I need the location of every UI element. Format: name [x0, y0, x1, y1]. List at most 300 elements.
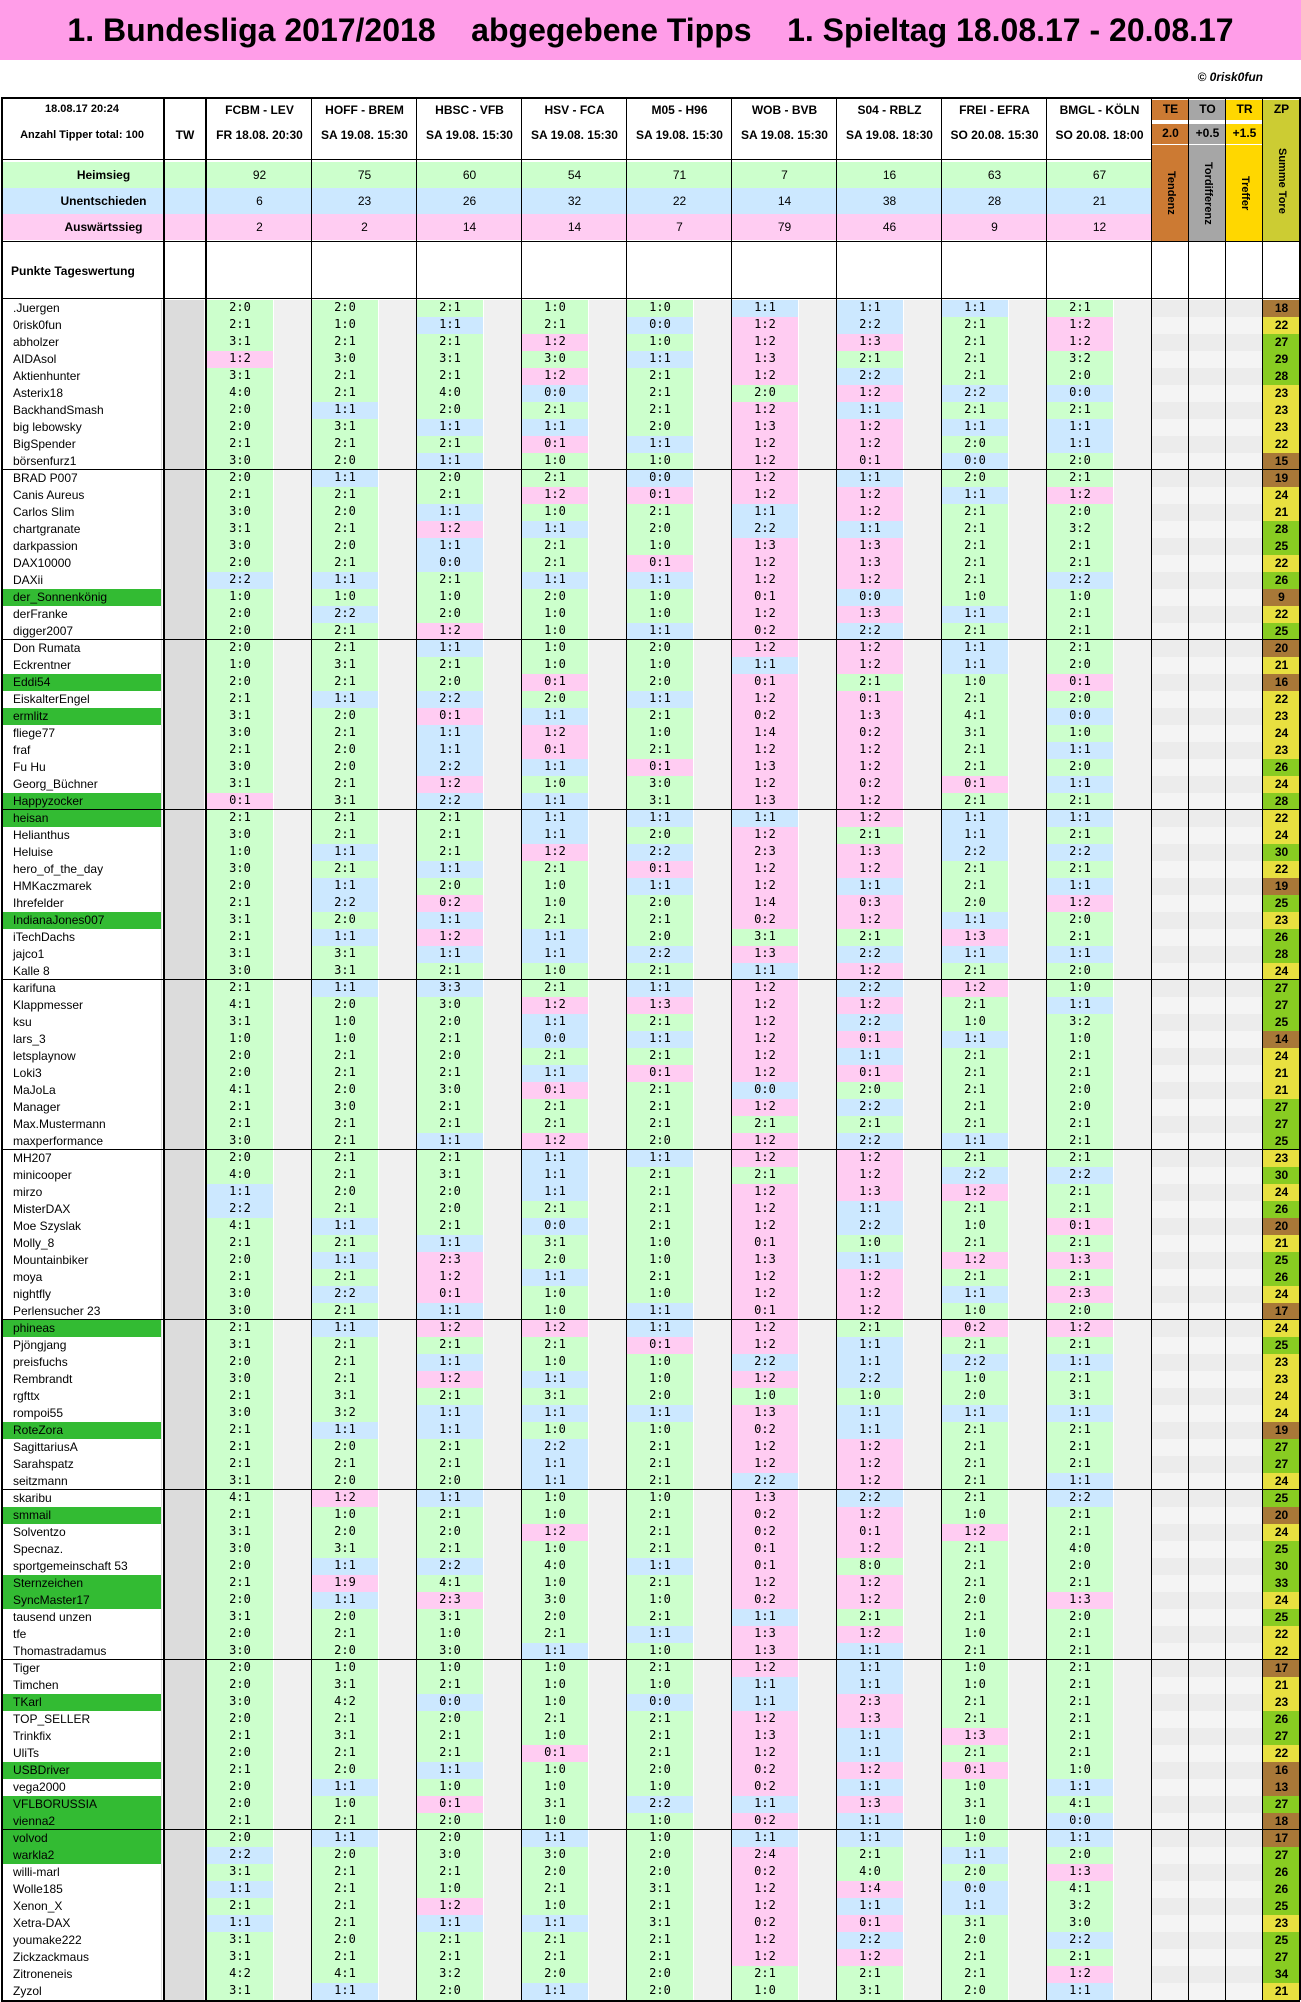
tip-cell: 1:0: [837, 1388, 904, 1405]
points-cell: [589, 793, 627, 810]
points-cell: [274, 1762, 312, 1779]
draw-count: 38: [837, 188, 942, 214]
points-cell: [904, 640, 942, 657]
points-cell: [799, 1456, 837, 1473]
points-cell: [274, 1354, 312, 1371]
tip-cell: 1:3: [732, 1405, 799, 1422]
tip-cell: 2:1: [1047, 1269, 1114, 1286]
match-teams: S04 - RBLZ: [857, 103, 922, 117]
tipper-name: .Juergen: [2, 300, 162, 317]
tip-cell: 2:0: [627, 1388, 694, 1405]
points-cell: [799, 997, 837, 1014]
points-cell: [1009, 1949, 1047, 1966]
points-cell: [1009, 1864, 1047, 1881]
points-cell: [799, 1779, 837, 1796]
tip-cell: 1:2: [732, 691, 799, 708]
tip-cell: 0:0: [417, 555, 484, 572]
home-win-count: 71: [627, 162, 732, 188]
tip-cell: 1:2: [837, 810, 904, 827]
scoring-cells: [1152, 1864, 1263, 1881]
tw-cell: [165, 1235, 205, 1252]
scoring-cells: [1152, 1269, 1263, 1286]
tip-cell: 0:1: [732, 674, 799, 691]
points-cell: [799, 402, 837, 419]
tipper-name: Zitroneneis: [2, 1966, 162, 1983]
tip-cell: 2:1: [207, 742, 274, 759]
points-cell: [484, 776, 522, 793]
points-cell: [379, 793, 417, 810]
tip-cell: 2:3: [732, 844, 799, 861]
points-cell: [799, 929, 837, 946]
points-cell: [1114, 708, 1152, 725]
points-cell: [799, 436, 837, 453]
tip-cell: 2:1: [522, 912, 589, 929]
scoring-cells: [1152, 521, 1263, 538]
tip-cell: 2:0: [1047, 759, 1114, 776]
tip-cell: 4:0: [522, 1558, 589, 1575]
scoring-cells: [1152, 1592, 1263, 1609]
column-divider: [626, 97, 627, 2000]
points-cell: [379, 725, 417, 742]
points-cell: [1009, 1643, 1047, 1660]
total-points: 27: [1263, 1847, 1300, 1864]
tip-cell: 1:2: [417, 776, 484, 793]
points-cell: [589, 1609, 627, 1626]
tipper-name: jajco1: [2, 946, 162, 963]
points-cell: [484, 1558, 522, 1575]
tip-cell: 1:2: [837, 997, 904, 1014]
total-points: 19: [1263, 878, 1300, 895]
tip-cell: 2:0: [627, 640, 694, 657]
tip-cell: 2:0: [312, 1609, 379, 1626]
tipper-name: IndianaJones007: [2, 912, 162, 929]
zp-header: ZP: [1263, 100, 1300, 120]
tip-cell: 1:0: [1047, 589, 1114, 606]
tw-cell: [165, 1456, 205, 1473]
points-cell: [379, 300, 417, 317]
points-cell: [484, 1779, 522, 1796]
tip-cell: 2:1: [312, 436, 379, 453]
tip-cell: 3:1: [942, 1915, 1009, 1932]
points-cell: [1009, 912, 1047, 929]
tip-cell: 1:2: [732, 1218, 799, 1235]
tip-cell: 2:1: [312, 1116, 379, 1133]
tip-cell: 1:1: [942, 810, 1009, 827]
points-cell: [589, 1881, 627, 1898]
points-cell: [274, 1320, 312, 1337]
points-cell: [379, 997, 417, 1014]
points-cell: [694, 1337, 732, 1354]
tip-cell: 1:2: [732, 640, 799, 657]
tip-cell: 2:0: [1047, 912, 1114, 929]
points-cell: [484, 1269, 522, 1286]
tipper-name: sportgemeinschaft 53: [2, 1558, 162, 1575]
tip-cell: 2:1: [1047, 1507, 1114, 1524]
tip-cell: 1:2: [732, 368, 799, 385]
points-cell: [379, 1524, 417, 1541]
tip-cell: 2:1: [627, 1456, 694, 1473]
points-cell: [589, 504, 627, 521]
tw-cell: [165, 334, 205, 351]
tip-cell: 3:1: [942, 725, 1009, 742]
points-cell: [379, 351, 417, 368]
total-points: 28: [1263, 793, 1300, 810]
tip-cell: 2:2: [312, 606, 379, 623]
tipper-name: heisan: [2, 810, 162, 827]
tip-cell: 1:2: [522, 1524, 589, 1541]
points-cell: [904, 1898, 942, 1915]
row-divider: [1, 159, 1152, 160]
points-cell: [379, 1728, 417, 1745]
points-cell: [904, 1286, 942, 1303]
points-cell: [1009, 1371, 1047, 1388]
tip-cell: 1:1: [732, 300, 799, 317]
points-cell: [589, 1065, 627, 1082]
points-cell: [484, 1830, 522, 1847]
tip-cell: 1:3: [942, 1728, 1009, 1745]
scoring-cells: [1152, 640, 1263, 657]
points-cell: [1114, 1456, 1152, 1473]
tip-cell: 1:1: [732, 657, 799, 674]
tip-cell: 2:1: [942, 691, 1009, 708]
tip-cell: 1:2: [522, 844, 589, 861]
home-win-label: Heimsieg: [2, 162, 205, 188]
points-cell: [484, 1133, 522, 1150]
points-cell: [1114, 623, 1152, 640]
points-cell: [484, 1337, 522, 1354]
points-cell: [799, 1575, 837, 1592]
tip-cell: 1:1: [627, 1303, 694, 1320]
tip-cell: 1:1: [312, 1252, 379, 1269]
tip-cell: 0:2: [732, 623, 799, 640]
tw-cell: [165, 1371, 205, 1388]
tip-cell: 2:1: [312, 1065, 379, 1082]
tip-cell: 1:0: [522, 895, 589, 912]
points-cell: [1009, 1728, 1047, 1745]
points-cell: [274, 725, 312, 742]
points-cell: [1009, 929, 1047, 946]
tip-cell: 2:1: [207, 436, 274, 453]
tip-cell: 0:0: [522, 385, 589, 402]
points-cell: [589, 606, 627, 623]
scoring-cells: [1152, 1830, 1263, 1847]
match-date: SO 20.08. 18:00: [1055, 128, 1144, 142]
tip-cell: 2:1: [942, 1541, 1009, 1558]
points-cell: [1009, 1303, 1047, 1320]
scoring-cells: [1152, 368, 1263, 385]
points-cell: [904, 1490, 942, 1507]
points-cell: [904, 674, 942, 691]
tip-cell: 1:1: [417, 742, 484, 759]
points-cell: [589, 674, 627, 691]
tw-cell: [165, 1048, 205, 1065]
tip-cell: 1:2: [522, 487, 589, 504]
points-cell: [904, 1983, 942, 2000]
points-cell: [1009, 1762, 1047, 1779]
column-divider: [941, 97, 942, 2000]
scoring-cells: [1152, 606, 1263, 623]
points-cell: [1114, 1116, 1152, 1133]
tipper-name: fraf: [2, 742, 162, 759]
points-cell: [1009, 1609, 1047, 1626]
tipper-name: Thomastradamus: [2, 1643, 162, 1660]
tip-cell: 0:3: [837, 895, 904, 912]
points-cell: [379, 691, 417, 708]
points-cell: [274, 1932, 312, 1949]
tip-cell: 0:1: [732, 589, 799, 606]
tip-cell: 2:0: [522, 589, 589, 606]
points-cell: [694, 1932, 732, 1949]
tip-cell: 1:1: [1047, 1983, 1114, 2000]
scoring-cells: [1152, 793, 1263, 810]
points-cell: [1114, 1490, 1152, 1507]
points-cell: [1114, 521, 1152, 538]
total-points: 26: [1263, 759, 1300, 776]
tip-cell: 3:1: [312, 419, 379, 436]
tip-cell: 1:0: [522, 1779, 589, 1796]
points-cell: [1114, 776, 1152, 793]
total-points: 26: [1263, 572, 1300, 589]
tip-cell: 2:1: [942, 623, 1009, 640]
points-cell: [484, 1694, 522, 1711]
tw-cell: [165, 623, 205, 640]
points-cell: [1114, 1660, 1152, 1677]
points-cell: [904, 1643, 942, 1660]
tip-cell: 2:2: [417, 793, 484, 810]
tw-cell: [165, 1490, 205, 1507]
tip-cell: 2:1: [1047, 300, 1114, 317]
tip-cell: 1:1: [942, 1133, 1009, 1150]
tw-cell: [165, 674, 205, 691]
tip-cell: 1:2: [732, 1898, 799, 1915]
tip-cell: 1:0: [522, 1286, 589, 1303]
points-cell: [379, 1626, 417, 1643]
points-cell: [589, 470, 627, 487]
points-cell: [379, 368, 417, 385]
tipper-name: fliege77: [2, 725, 162, 742]
tip-cell: 2:1: [417, 1932, 484, 1949]
points-cell: [904, 1218, 942, 1235]
tw-cell: [165, 1354, 205, 1371]
tip-cell: 3:0: [207, 963, 274, 980]
tip-cell: 2:1: [522, 1048, 589, 1065]
tip-cell: 1:2: [207, 351, 274, 368]
tipper-name: Moe Szyslak: [2, 1218, 162, 1235]
draw-count: 32: [522, 188, 627, 214]
tipper-name: RoteZora: [2, 1422, 162, 1439]
tipper-name: SyncMaster17: [2, 1592, 162, 1609]
tip-cell: 3:1: [522, 1388, 589, 1405]
tip-cell: 2:1: [312, 1456, 379, 1473]
tip-cell: 2:1: [942, 555, 1009, 572]
tipper-name: Trinkfix: [2, 1728, 162, 1745]
points-cell: [589, 521, 627, 538]
points-cell: [1114, 1099, 1152, 1116]
tip-cell: 2:1: [942, 1745, 1009, 1762]
tip-cell: 1:0: [942, 1830, 1009, 1847]
points-cell: [694, 1745, 732, 1762]
points-cell: [484, 1405, 522, 1422]
points-cell: [589, 1762, 627, 1779]
tip-cell: 0:2: [732, 1779, 799, 1796]
points-cell: [694, 946, 732, 963]
points-cell: [1009, 368, 1047, 385]
points-cell: [1114, 861, 1152, 878]
tip-cell: 2:2: [312, 895, 379, 912]
tip-cell: 1:1: [627, 623, 694, 640]
tip-cell: 2:1: [837, 1966, 904, 1983]
points-cell: [799, 1490, 837, 1507]
tip-cell: 2:1: [207, 1439, 274, 1456]
tip-cell: 1:1: [417, 912, 484, 929]
points-cell: [484, 895, 522, 912]
tip-cell: 2:3: [417, 1592, 484, 1609]
points-cell: [379, 1116, 417, 1133]
tip-cell: 2:4: [732, 1847, 799, 1864]
tip-cell: 3:0: [207, 504, 274, 521]
scoring-cells: [1152, 657, 1263, 674]
points-cell: [694, 1813, 732, 1830]
points-cell: [379, 963, 417, 980]
points-cell: [589, 1728, 627, 1745]
points-cell: [274, 1133, 312, 1150]
tip-cell: 1:2: [837, 1303, 904, 1320]
tip-cell: 2:1: [312, 1048, 379, 1065]
tip-cell: 2:1: [312, 1354, 379, 1371]
points-cell: [694, 708, 732, 725]
tip-cell: 2:0: [942, 1932, 1009, 1949]
points-cell: [799, 776, 837, 793]
points-cell: [274, 606, 312, 623]
tip-cell: 1:1: [312, 1218, 379, 1235]
points-cell: [1009, 657, 1047, 674]
tip-cell: 2:1: [942, 861, 1009, 878]
tip-cell: 3:1: [207, 776, 274, 793]
tip-cell: 2:1: [732, 1966, 799, 1983]
tip-cell: 2:1: [1047, 1677, 1114, 1694]
points-cell: [589, 1779, 627, 1796]
points-cell: [589, 385, 627, 402]
points-cell: [484, 1864, 522, 1881]
tw-cell: [165, 1711, 205, 1728]
points-cell: [379, 1660, 417, 1677]
points-cell: [484, 470, 522, 487]
tw-cell: [165, 1065, 205, 1082]
tip-cell: 4:0: [207, 385, 274, 402]
tip-cell: 3:1: [207, 1337, 274, 1354]
points-cell: [799, 1303, 837, 1320]
tip-cell: 1:1: [1047, 878, 1114, 895]
tip-cell: 1:1: [837, 1422, 904, 1439]
tip-cell: 1:1: [417, 1405, 484, 1422]
points-cell: [589, 657, 627, 674]
tip-cell: 1:0: [942, 1371, 1009, 1388]
tip-cell: 0:1: [837, 1031, 904, 1048]
tip-cell: 1:2: [837, 1592, 904, 1609]
scoring-cells: [1152, 385, 1263, 402]
points-cell: [589, 725, 627, 742]
points-cell: [1114, 1575, 1152, 1592]
tip-cell: 2:1: [942, 1643, 1009, 1660]
tip-cell: 1:1: [942, 912, 1009, 929]
points-cell: [694, 657, 732, 674]
tip-cell: 1:1: [312, 1422, 379, 1439]
points-cell: [1114, 997, 1152, 1014]
points-cell: [589, 1303, 627, 1320]
group-divider: [1, 469, 1300, 470]
total-points: 22: [1263, 1745, 1300, 1762]
points-cell: [379, 1575, 417, 1592]
tip-cell: 3:1: [312, 1728, 379, 1745]
total-points: 27: [1263, 1116, 1300, 1133]
points-cell: [1009, 1966, 1047, 1983]
tip-cell: 3:1: [627, 1915, 694, 1932]
tip-cell: 1:2: [732, 1065, 799, 1082]
tip-cell: 2:0: [1047, 691, 1114, 708]
away-win-count: 9: [942, 214, 1047, 240]
points-cell: [799, 1422, 837, 1439]
points-cell: [1009, 1524, 1047, 1541]
points-cell: [274, 1473, 312, 1490]
scoring-cells: [1152, 1354, 1263, 1371]
points-cell: [799, 674, 837, 691]
tip-cell: 1:1: [522, 1456, 589, 1473]
tip-cell: 2:0: [942, 1388, 1009, 1405]
points-cell: [484, 555, 522, 572]
tip-cell: 1:0: [522, 1813, 589, 1830]
scoring-cells: [1152, 1014, 1263, 1031]
points-cell: [379, 1099, 417, 1116]
points-cell: [799, 1439, 837, 1456]
tw-cell: [165, 929, 205, 946]
tip-cell: 1:0: [627, 725, 694, 742]
tip-cell: 2:1: [627, 1116, 694, 1133]
tw-cell: [165, 1320, 205, 1337]
tip-cell: 2:0: [522, 1252, 589, 1269]
scoring-cells: [1152, 1728, 1263, 1745]
tip-cell: 2:1: [417, 436, 484, 453]
points-cell: [694, 521, 732, 538]
points-cell: [799, 1184, 837, 1201]
scoring-cells: [1152, 1609, 1263, 1626]
tip-cell: 1:0: [627, 1677, 694, 1694]
points-cell: [1009, 810, 1047, 827]
total-points: 21: [1263, 657, 1300, 674]
points-cell: [1114, 1252, 1152, 1269]
points-cell: [379, 1643, 417, 1660]
tip-cell: 2:2: [312, 1286, 379, 1303]
tip-cell: 1:0: [207, 1031, 274, 1048]
match-date: FR 18.08. 20:30: [216, 128, 303, 142]
points-cell: [1114, 1014, 1152, 1031]
points-cell: [694, 419, 732, 436]
tip-cell: 2:1: [522, 317, 589, 334]
tip-cell: 1:0: [942, 1014, 1009, 1031]
points-cell: [274, 1235, 312, 1252]
tw-cell: [165, 1915, 205, 1932]
points-cell: [1114, 1320, 1152, 1337]
points-cell: [694, 827, 732, 844]
points-cell: [379, 640, 417, 657]
tw-cell: [165, 912, 205, 929]
tip-cell: 2:1: [1047, 1949, 1114, 1966]
total-points: 21: [1263, 1235, 1300, 1252]
points-cell: [904, 334, 942, 351]
scoring-cells: [1152, 1201, 1263, 1218]
points-cell: [904, 742, 942, 759]
points-cell: [904, 1864, 942, 1881]
tip-cell: 1:2: [837, 861, 904, 878]
